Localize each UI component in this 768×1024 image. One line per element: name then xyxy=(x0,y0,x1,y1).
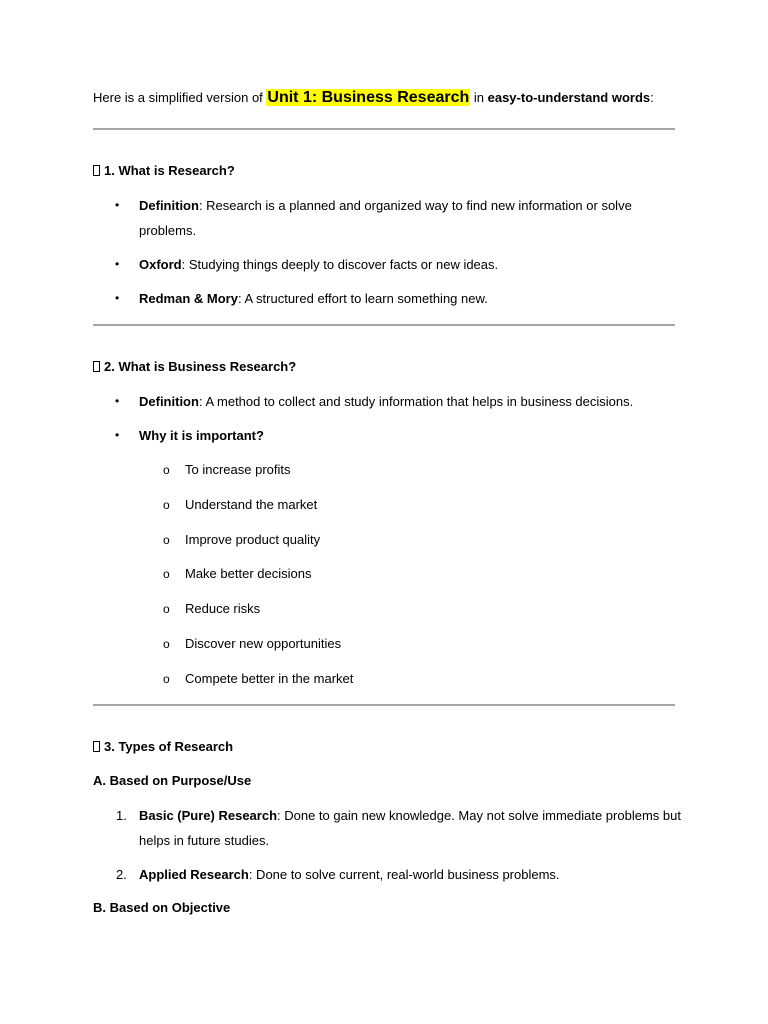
sub-bullet-icon: o xyxy=(163,498,170,512)
bullet-icon: • xyxy=(115,428,120,442)
sub-list-item: Understand the market xyxy=(185,497,318,512)
subheading-a: A. Based on Purpose/Use xyxy=(93,773,252,788)
section-1-heading xyxy=(93,164,235,177)
list-number: 1. xyxy=(116,808,127,823)
sub-bullet-icon: o xyxy=(163,533,170,547)
missing-glyph-icon xyxy=(93,361,100,372)
list-item xyxy=(139,198,632,213)
section-3-heading xyxy=(93,740,233,753)
list-item-term: Definition xyxy=(139,394,199,409)
section-2-heading xyxy=(93,360,296,373)
sub-bullet-icon: o xyxy=(163,463,170,477)
list-item-term: Applied Research xyxy=(139,867,249,882)
sub-bullet-icon: o xyxy=(163,567,170,581)
list-item xyxy=(139,394,633,409)
intro-line xyxy=(93,90,654,106)
list-item-term: Definition xyxy=(139,198,199,213)
intro-middle: in xyxy=(470,90,488,105)
section-2-heading-text: 2. What is Business Research? xyxy=(104,359,297,374)
sub-list-item: Discover new opportunities xyxy=(185,636,342,651)
sub-list-item: Improve product quality xyxy=(185,532,321,547)
intro-suffix: : xyxy=(650,90,654,105)
numbered-list-item xyxy=(139,867,560,882)
sub-bullet-icon: o xyxy=(163,672,170,686)
sub-bullet-icon: o xyxy=(163,602,170,616)
list-number: 2. xyxy=(116,867,127,882)
bullet-icon: • xyxy=(115,198,120,212)
sub-list-item: To increase profits xyxy=(185,462,291,477)
list-item-text: : Studying things deeply to discover facts or new ideas. xyxy=(181,257,499,272)
list-item-text: : Done to gain new knowledge. May not solve immediate problems but xyxy=(277,808,681,823)
list-item xyxy=(139,291,488,306)
section-1-heading-text: 1. What is Research? xyxy=(104,163,235,178)
list-item-text: : A method to collect and study information that helps in business decisions. xyxy=(198,394,634,409)
sub-list-item: Make better decisions xyxy=(185,566,312,581)
list-item-term: Basic (Pure) Research xyxy=(139,808,278,823)
subheading-b: B. Based on Objective xyxy=(93,900,231,915)
list-item-term: Redman & Mory xyxy=(139,291,238,306)
intro-emphasis: easy-to-understand words xyxy=(487,90,651,105)
section-3-heading-text: 3. Types of Research xyxy=(104,739,234,754)
list-item xyxy=(139,257,498,272)
section-divider xyxy=(93,704,675,706)
list-item-term: Oxford xyxy=(139,257,182,272)
list-item-text: : Done to solve current, real-world business problems. xyxy=(248,867,560,882)
list-item-continuation: helps in future studies. xyxy=(139,833,270,848)
list-item-text: : Research is a planned and organized way to find new information or solve xyxy=(198,198,632,213)
list-item-continuation: problems. xyxy=(139,223,197,238)
list-item-term: Why it is important? xyxy=(139,428,264,443)
list-item xyxy=(139,428,264,443)
numbered-list-item xyxy=(139,808,681,823)
section-divider xyxy=(93,128,675,130)
bullet-icon: • xyxy=(115,257,120,271)
sub-bullet-icon: o xyxy=(163,637,170,651)
section-divider xyxy=(93,324,675,326)
intro-highlight: Unit 1: Business Research xyxy=(267,89,470,106)
bullet-icon: • xyxy=(115,291,120,305)
sub-list-item: Compete better in the market xyxy=(185,671,354,686)
bullet-icon: • xyxy=(115,394,120,408)
missing-glyph-icon xyxy=(93,165,100,176)
missing-glyph-icon xyxy=(93,741,100,752)
intro-prefix: Here is a simplified version of xyxy=(93,90,267,105)
list-item-text: : A structured effort to learn something new. xyxy=(237,291,488,306)
sub-list-item: Reduce risks xyxy=(185,601,261,616)
